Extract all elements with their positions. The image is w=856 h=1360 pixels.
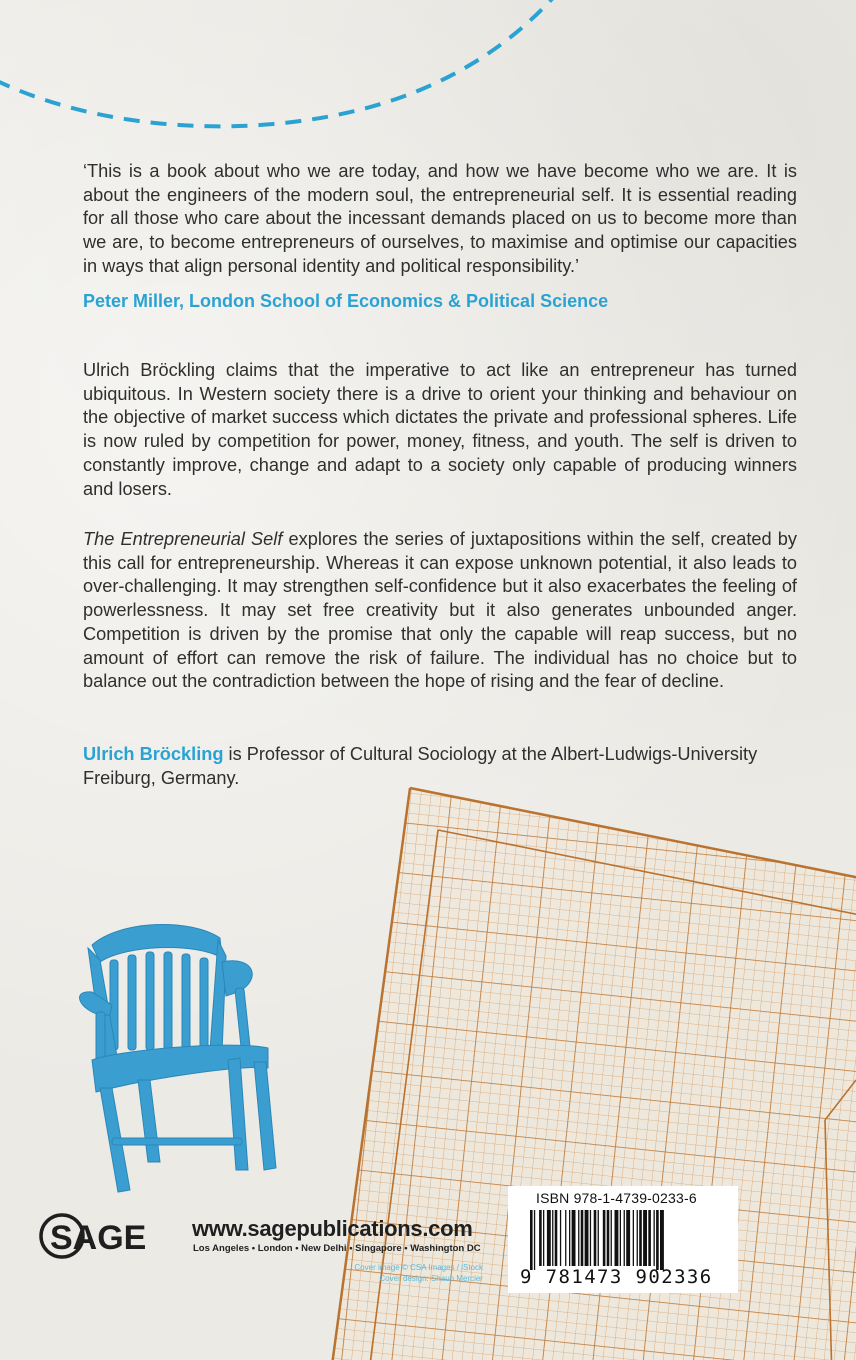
barcode-bar (620, 1210, 621, 1266)
cover-design-credit: Cover design: Shaun Mercier (379, 1274, 483, 1283)
barcode-bar (569, 1210, 570, 1266)
barcode-bar (534, 1210, 535, 1270)
description-paragraph-2 (83, 528, 797, 694)
barcode-bar (552, 1210, 553, 1266)
barcode-bar (626, 1210, 630, 1266)
cover-image-credit: Cover image © CSA Images / iStock (354, 1263, 483, 1272)
barcode-bar (615, 1210, 619, 1266)
barcode-bar (565, 1210, 566, 1266)
barcode-bar (660, 1210, 664, 1270)
barcode-bar (594, 1210, 597, 1266)
sage-logo (38, 1212, 188, 1260)
quote-attribution: Peter Miller, London School of Economics & Political Science (83, 291, 609, 311)
barcode-bar (560, 1210, 561, 1266)
dashed-arc-decoration (0, 0, 856, 140)
barcode-bar (607, 1210, 610, 1266)
barcode-bar (654, 1210, 655, 1266)
barcode-bar (648, 1210, 651, 1266)
isbn-barcode (508, 1186, 738, 1293)
barcode-bar (572, 1210, 576, 1266)
publisher-cities: Los Angeles • London • New Delhi • Singapore • Washington DC (193, 1243, 481, 1254)
barcode-bar (603, 1210, 606, 1266)
barcode-bar (643, 1210, 647, 1266)
barcode-bar (624, 1210, 625, 1266)
barcode-bar (598, 1210, 599, 1266)
barcode-bar (578, 1210, 579, 1266)
barcode-bar (530, 1210, 533, 1270)
author-bio (83, 743, 797, 790)
barcode-bar (637, 1210, 638, 1266)
endorsement-quote: ‘This is a book about who we are today, and how we have become who we are. It is about the engineers of the modern soul, the entrepreneurial self. It is essential reading for all those who care about the incessant demands placed on us to become more than we are, to become entrepreneurs of ourselves, to maximise and optimise our capacities in ways that align personal identity and political responsibility.’ (83, 161, 797, 276)
author-name: Ulrich Bröckling (83, 744, 224, 764)
isbn-label: ISBN 978-1-4739-0233-6 (536, 1190, 697, 1206)
sage-logo-text: SAGE (50, 1219, 147, 1257)
barcode-bar (585, 1210, 589, 1266)
barcode-bar (611, 1210, 612, 1266)
cover-credits (318, 1262, 483, 1284)
barcode-digits: 9 781473 902336 (520, 1266, 713, 1288)
barcode-bar (539, 1210, 542, 1266)
barcode-bar (543, 1210, 544, 1266)
barcode-bar (639, 1210, 642, 1266)
barcode-bar (581, 1210, 584, 1266)
barcode-bar (633, 1210, 634, 1266)
publisher-website: www.sagepublications.com (192, 1216, 473, 1241)
author-bio-text: is Professor of Cultural Sociology at the Albert-Ludwigs-University Freiburg, Germany. (83, 744, 758, 788)
description-paragraph-1: Ulrich Bröckling claims that the imperative to act like an entrepreneur has turned ubiquitous. In Western society there is a drive to orient your thinking and behaviour on the objective of market success which dictates the private and professional spheres. Life is now ruled by competition for power, money, fitness, and youth. The self is driven to constantly improve, change and adapt to a society only capable of producing winners and losers. (83, 360, 797, 499)
barcode-bar (555, 1210, 558, 1266)
blue-chair-illustration (0, 900, 300, 1200)
book-title: The Entrepreneurial Self (83, 529, 283, 549)
barcode-bar (590, 1210, 591, 1266)
description-paragraph-2-text: explores the series of juxtapositions within the self, created by this call for entrepreneurship. Whereas it can expose unknown potential, it also leads to over-challenging. It may strengthen self-confidence but it also exacerbates the feeling of powerlessness. It may set free creativity but it also generates unbounded anger. Competition is driven by the promise that only the capable will reap success, but no amount of effort can remove the risk of failure. The individual has no choice but to balance out the contradiction between the hope of rising and the fear of decline. (83, 529, 797, 692)
barcode-bar (547, 1210, 551, 1266)
barcode-bar (656, 1210, 659, 1270)
